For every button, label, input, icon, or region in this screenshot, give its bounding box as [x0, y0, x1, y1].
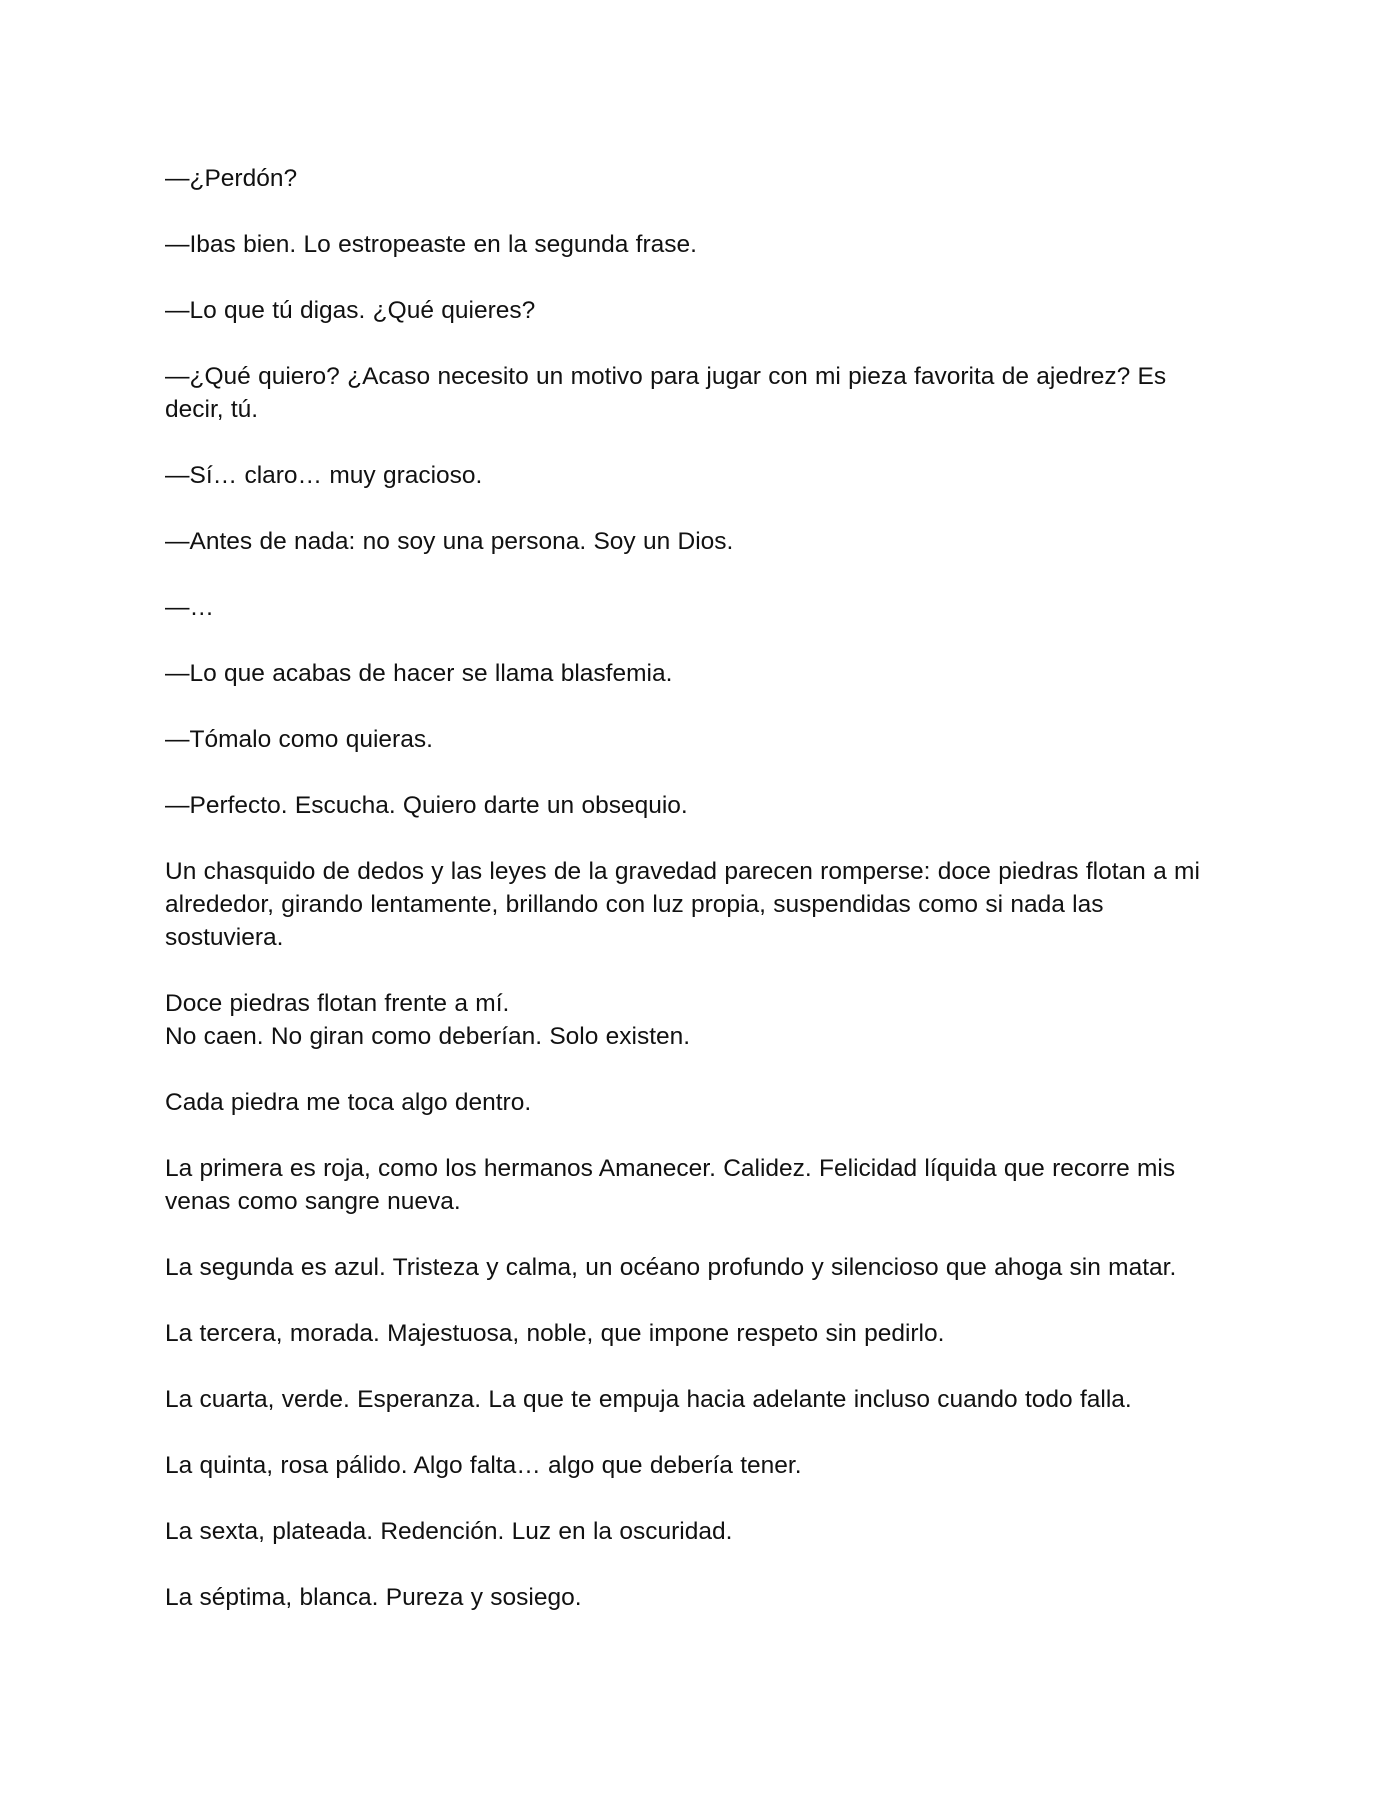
text-line: Doce piedras flotan frente a mí. — [165, 990, 510, 1017]
text-line: Un chasquido de dedos y las leyes de la gravedad parecen romperse: doce piedras flotan a mi — [165, 858, 1200, 885]
paragraph — [165, 1086, 1245, 1119]
text-line: —Antes de nada: no soy una persona. Soy un Dios. — [165, 528, 734, 555]
text-line: —Sí… claro… muy gracioso. — [165, 462, 483, 489]
paragraph — [165, 789, 1245, 822]
text-line: La quinta, rosa pálido. Algo falta… algo que debería tener. — [165, 1452, 802, 1479]
text-line: La séptima, blanca. Pureza y sosiego. — [165, 1584, 582, 1611]
document-body — [165, 162, 1245, 1647]
text-line: alrededor, girando lentamente, brillando con luz propia, suspendidas como si nada las — [165, 891, 1104, 918]
paragraph — [165, 228, 1245, 261]
paragraph — [165, 855, 1245, 954]
paragraph — [165, 1251, 1245, 1284]
text-line: No caen. No giran como deberían. Solo existen. — [165, 1023, 691, 1050]
text-line: venas como sangre nueva. — [165, 1188, 461, 1215]
text-line: —Ibas bien. Lo estropeaste en la segunda frase. — [165, 231, 697, 258]
paragraph — [165, 294, 1245, 327]
paragraph — [165, 591, 1245, 624]
paragraph — [165, 525, 1245, 558]
paragraph — [165, 459, 1245, 492]
paragraph — [165, 1449, 1245, 1482]
paragraph — [165, 360, 1245, 426]
text-line: decir, tú. — [165, 396, 259, 423]
text-line: La sexta, plateada. Redención. Luz en la oscuridad. — [165, 1518, 733, 1545]
text-line: sostuviera. — [165, 924, 284, 951]
paragraph — [165, 1152, 1245, 1218]
paragraph — [165, 657, 1245, 690]
text-line: —¿Qué quiero? ¿Acaso necesito un motivo para jugar con mi pieza favorita de ajedrez? Es — [165, 363, 1167, 390]
text-line: La tercera, morada. Majestuosa, noble, que impone respeto sin pedirlo. — [165, 1320, 945, 1347]
text-line: —Tómalo como quieras. — [165, 726, 433, 753]
text-line: Cada piedra me toca algo dentro. — [165, 1089, 532, 1116]
paragraph — [165, 1383, 1245, 1416]
text-line: La primera es roja, como los hermanos Amanecer. Calidez. Felicidad líquida que recorre mis — [165, 1155, 1176, 1182]
paragraph — [165, 723, 1245, 756]
text-line: —Lo que tú digas. ¿Qué quieres? — [165, 297, 536, 324]
paragraph — [165, 162, 1245, 195]
text-line: La cuarta, verde. Esperanza. La que te empuja hacia adelante incluso cuando todo falla. — [165, 1386, 1132, 1413]
paragraph — [165, 1515, 1245, 1548]
text-line: —¿Perdón? — [165, 165, 298, 192]
text-line: —… — [165, 594, 214, 621]
paragraph — [165, 1581, 1245, 1614]
text-line: —Perfecto. Escucha. Quiero darte un obsequio. — [165, 792, 688, 819]
text-line: La segunda es azul. Tristeza y calma, un océano profundo y silencioso que ahoga sin matar. — [165, 1254, 1177, 1281]
text-line: —Lo que acabas de hacer se llama blasfemia. — [165, 660, 673, 687]
paragraph — [165, 1317, 1245, 1350]
paragraph — [165, 987, 1245, 1053]
